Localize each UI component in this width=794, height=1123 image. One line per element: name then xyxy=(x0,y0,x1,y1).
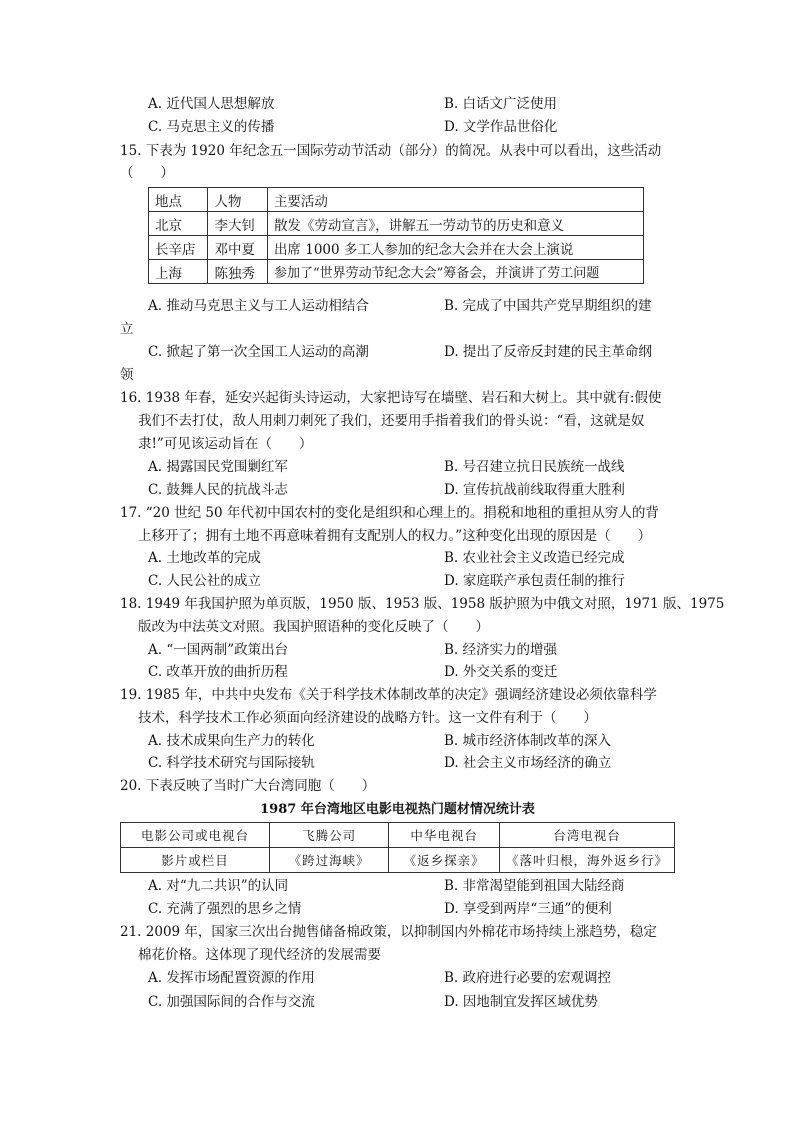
q20-option-a: A. 对“九二共识”的认同 xyxy=(148,878,289,894)
q17-option-d: D. 家庭联产承包责任制的推行 xyxy=(444,573,625,589)
table-row xyxy=(121,823,675,848)
q15-option-c: C. 掀起了第一次全国工人运动的高潮 xyxy=(148,344,369,360)
q16-stem-line1: 16. 1938 年春，延安兴起街头诗运动，大家把诗写在墙壁、岩石和大树上。其中就有:假使 xyxy=(120,390,662,406)
q20-table-caption: 1987 年台湾地区电影电视热门题材情况统计表 xyxy=(260,802,535,817)
q15-option-b-wrap: 立 xyxy=(120,321,134,337)
q15-table-header-person: 人物 xyxy=(208,188,267,212)
q17-option-b: B. 农业社会主义改造已经完成 xyxy=(444,550,625,566)
table-row xyxy=(149,212,644,236)
q18-option-d: D. 外交关系的变迁 xyxy=(444,664,558,680)
table-cell: 影片或栏目 xyxy=(121,848,270,873)
q15-option-d: D. 提出了反帝反封建的民主革命纲 xyxy=(444,344,652,360)
table-cell: 台湾电视台 xyxy=(499,823,674,848)
q21-stem-line2: 棉花价格。这体现了现代经济的发展需要 xyxy=(138,947,381,963)
table-cell: 出席 1000 多工人参加的纪念大会并在大会上演说 xyxy=(267,236,643,260)
table-cell: 《落叶归根，海外返乡行》 xyxy=(499,848,674,873)
table-cell: 长辛店 xyxy=(149,236,208,260)
table-row xyxy=(149,236,644,260)
q20-option-b: B. 非常渴望能到祖国大陆经商 xyxy=(444,878,625,894)
q20-option-c: C. 充满了强烈的思乡之情 xyxy=(148,901,302,917)
q16-stem-line2: 我们不去打仗，敌人用刺刀刺死了我们，还要用手指着我们的骨头说：“看，这就是奴 xyxy=(138,413,645,429)
q18-option-c: C. 改革开放的曲折历程 xyxy=(148,664,288,680)
q20-table xyxy=(120,822,675,873)
q21-option-c: C. 加强国际间的合作与交流 xyxy=(148,994,315,1010)
q16-option-c: C. 鼓舞人民的抗战斗志 xyxy=(148,482,288,498)
q19-option-d: D. 社会主义市场经济的确立 xyxy=(444,755,612,771)
q15-option-d-wrap: 领 xyxy=(120,367,134,383)
q19-option-a: A. 技术成果向生产力的转化 xyxy=(148,733,315,749)
table-cell: 上海 xyxy=(149,260,208,284)
q18-stem-line2: 版改为中法英文对照。我国护照语种的变化反映了（ ） xyxy=(138,619,489,635)
q16-option-a: A. 揭露国民党围剿红军 xyxy=(148,459,288,475)
table-cell: 李大钊 xyxy=(208,212,267,236)
table-cell: 参加了“世界劳动节纪念大会”筹备会，并演讲了劳工问题 xyxy=(267,260,643,284)
q19-option-c: C. 科学技术研究与国际接轨 xyxy=(148,755,315,771)
q18-stem-line1: 18. 1949 年我国护照为单页版，1950 版、1953 版、1958 版护照为中俄文对照，1971 版、1975 xyxy=(120,596,725,612)
q21-option-a: A. 发挥市场配置资源的作用 xyxy=(148,970,315,986)
q17-option-a: A. 土地改革的完成 xyxy=(148,550,261,566)
q14-option-a: A. 近代国人思想解放 xyxy=(148,96,275,112)
q21-stem-line1: 21. 2009 年，国家三次出台抛售储备棉政策，以抑制国内外棉花市场持续上涨趋势，稳定 xyxy=(120,924,657,940)
table-cell: 散发《劳动宣言》，讲解五一劳动节的历史和意义 xyxy=(267,212,643,236)
q17-stem-line1: 17. “20 世纪 50 年代初中国农村的变化是组织和心理上的。捐税和地租的重担从穷人的背 xyxy=(120,505,659,521)
q19-stem-line1: 19. 1985 年，中共中央发布《关于科学技术体制改革的决定》强调经济建设必须依靠科学 xyxy=(120,687,657,703)
q18-option-a: A. “一国两制”政策出台 xyxy=(148,642,289,658)
q18-option-b: B. 经济实力的增强 xyxy=(444,642,558,658)
q20-option-d: D. 享受到两岸“三通”的便利 xyxy=(444,901,612,917)
q15-option-b: B. 完成了中国共产党早期组织的建 xyxy=(444,298,652,314)
q16-stem-line3: 隶!”可见该运动旨在（ ） xyxy=(138,436,313,452)
q15-stem: 15. 下表为 1920 年纪念五一国际劳动节活动（部分）的简况。从表中可以看出，这些活动 xyxy=(120,143,662,159)
q21-option-b: B. 政府进行必要的宏观调控 xyxy=(444,970,612,986)
table-cell: 陈独秀 xyxy=(208,260,267,284)
q17-option-c: C. 人民公社的成立 xyxy=(148,573,261,589)
q17-stem-line2: 上移开了；拥有土地不再意味着拥有支配别人的权力。”这种变化出现的原因是（ ） xyxy=(138,528,652,544)
table-cell: 北京 xyxy=(149,212,208,236)
q14-option-c: C. 马克思主义的传播 xyxy=(148,119,275,135)
q15-option-a: A. 推动马克思主义与工人运动相结合 xyxy=(148,298,369,314)
table-cell: 《跨过海峡》 xyxy=(269,848,388,873)
q16-option-d: D. 宣传抗战前线取得重大胜利 xyxy=(444,482,625,498)
q14-option-b: B. 白话文广泛使用 xyxy=(444,96,558,112)
q19-stem-line2: 技术，科学技术工作必须面向经济建设的战略方针。这一文件有利于（ ） xyxy=(138,710,597,726)
table-cell: 电影公司或电视台 xyxy=(121,823,270,848)
q15-table-header-place: 地点 xyxy=(149,188,208,212)
table-cell: 飞腾公司 xyxy=(269,823,388,848)
q14-option-d: D. 文学作品世俗化 xyxy=(444,119,558,135)
q15-stem-bracket: （ ） xyxy=(120,165,174,181)
table-cell: 中华电视台 xyxy=(389,823,500,848)
q19-option-b: B. 城市经济体制改革的深入 xyxy=(444,733,612,749)
q20-stem: 20. 下表反映了当时广大台湾同胞（ ） xyxy=(120,778,376,794)
q21-option-d: D. 因地制宜发挥区域优势 xyxy=(444,994,598,1010)
table-row xyxy=(121,848,675,873)
q16-option-b: B. 号召建立抗日民族统一战线 xyxy=(444,459,625,475)
q15-table xyxy=(148,187,644,284)
table-cell: 《返乡探亲》 xyxy=(389,848,500,873)
q15-table-header-activity: 主要活动 xyxy=(267,188,643,212)
table-row xyxy=(149,260,644,284)
table-cell: 邓中夏 xyxy=(208,236,267,260)
